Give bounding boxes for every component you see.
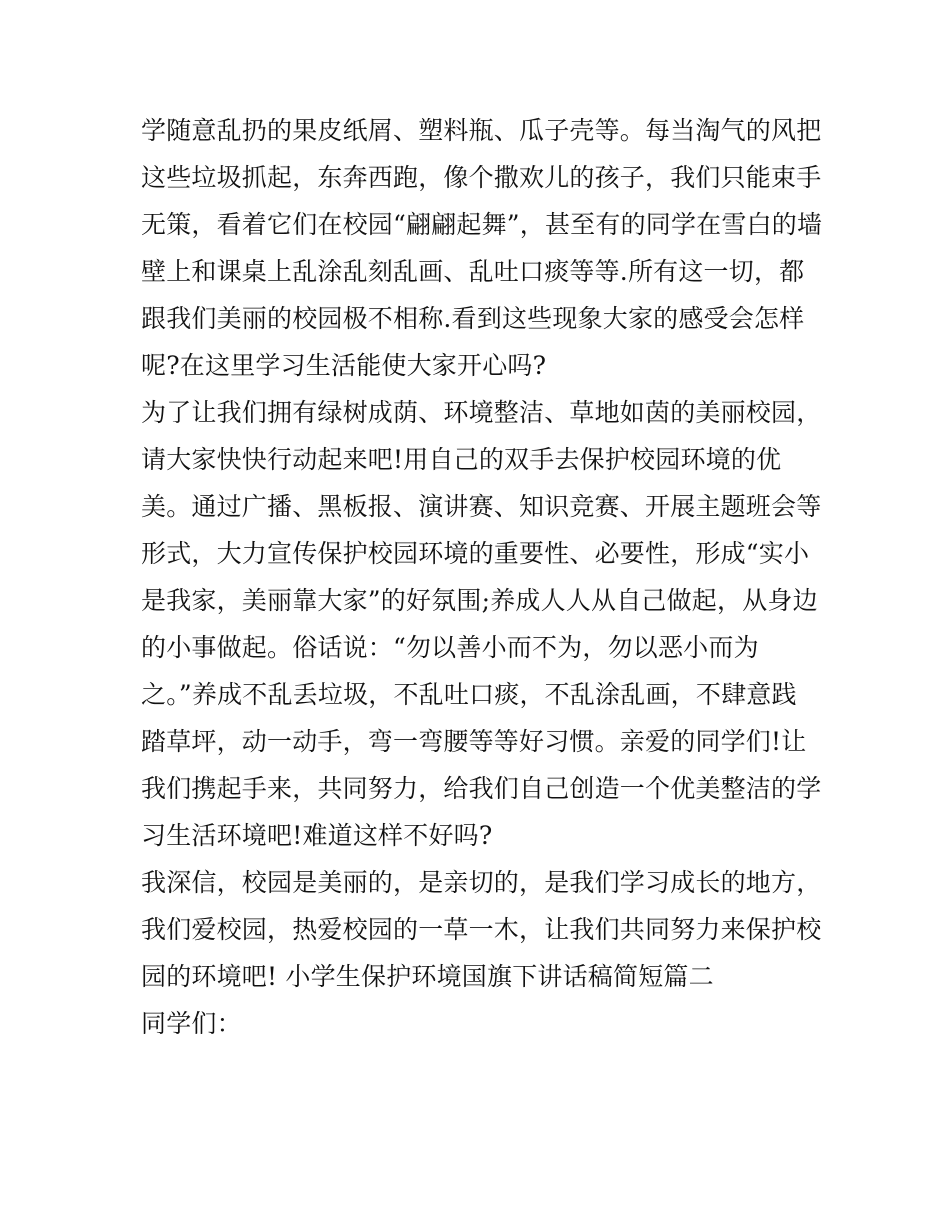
text-line: 跟我们美丽的校园极不相称.看到这些现象大家的感受会怎样: [141, 304, 805, 333]
text-line: 请大家快快行动起来吧!用自己的双手去保护校园环境的优: [141, 445, 782, 474]
text-line: 形式，大力宣传保护校园环境的重要性、必要性，形成“实小: [141, 539, 810, 568]
text-line: 我深信，校园是美丽的，是亲切的，是我们学习成长的地方，: [141, 868, 822, 897]
text-line: 之。”养成不乱丢垃圾，不乱吐口痰，不乱涂乱画，不肆意践: [141, 680, 797, 709]
text-line: 习生活环境吧!难道这样不好吗?: [141, 821, 493, 850]
text-line: 我们爱校园，热爱校园的一草一木，让我们共同努力来保护校: [141, 915, 822, 944]
text-line: 园的环境吧! 小学生保护环境国旗下讲话稿简短篇二: [141, 962, 714, 991]
text-line: 我们携起手来，共同努力，给我们自己创造一个优美整洁的学: [141, 774, 822, 803]
speech-text: [141, 107, 821, 1047]
text-line: 踏草坪，动一动手，弯一弯腰等等好习惯。亲爱的同学们!让: [141, 727, 807, 756]
text-line: 美。通过广播、黑板报、演讲赛、知识竞赛、开展主题班会等: [141, 492, 822, 521]
text-line: 无策，看着它们在校园“翩翩起舞”，甚至有的同学在雪白的墙: [141, 210, 823, 239]
text-line: 的小事做起。俗话说：“勿以善小而不为，勿以恶小而为: [141, 633, 759, 662]
text-line: 这些垃圾抓起，东奔西跑，像个撒欢儿的孩子，我们只能束手: [141, 163, 822, 192]
text-line: 壁上和课桌上乱涂乱刻乱画、乱吐口痰等等.所有这一切，都: [141, 257, 805, 286]
text-line: 学随意乱扔的果皮纸屑、塑料瓶、瓜子壳等。每当淘气的风把: [141, 116, 822, 145]
text-line: 呢?在这里学习生活能使大家开心吗?: [141, 351, 547, 380]
text-line: 为了让我们拥有绿树成荫、环境整洁、草地如茵的美丽校园，: [141, 398, 822, 427]
text-line: 是我家，美丽靠大家”的好氛围;养成人人从自己做起，从身边: [141, 586, 818, 615]
greeting-line: 同学们：: [141, 1009, 242, 1038]
